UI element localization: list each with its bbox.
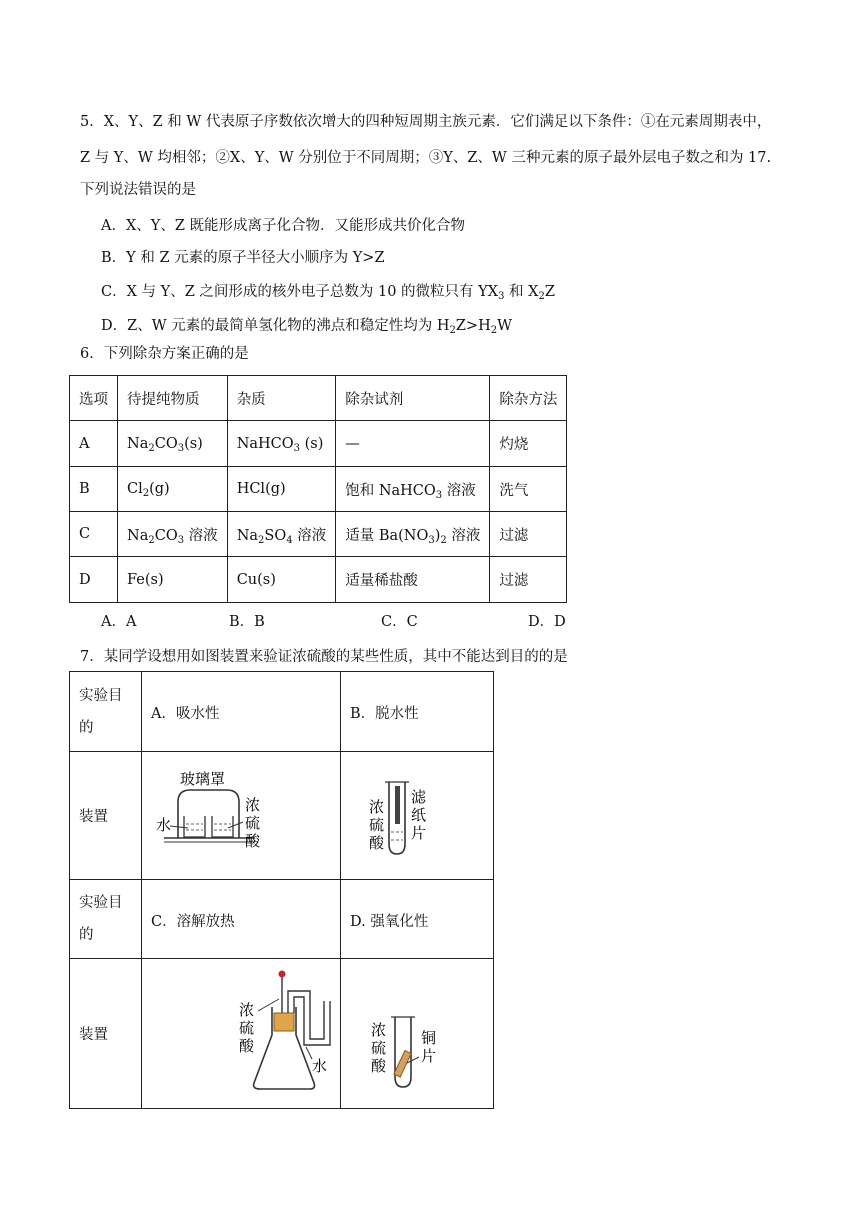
option-d-label: D. 强氧化性	[341, 880, 494, 959]
glass-cover-apparatus-figure	[142, 752, 340, 875]
svg-text:纸: 纸	[411, 806, 427, 824]
option-a-label: A．吸水性	[142, 672, 341, 752]
q5-option-c: C．X 与 Y、Z 之间形成的核外电子总数为 10 的微粒只有 $YX_3$ 和 $X_2Z$	[101, 284, 555, 302]
table-row	[70, 421, 567, 467]
figure-label-acid: 浓	[239, 1001, 255, 1019]
q6-answer-a: A．A	[101, 614, 137, 630]
header-cell: 除杂试剂	[336, 376, 490, 421]
figure-d-cell	[341, 959, 494, 1109]
q6-answer-b: B．B	[229, 614, 265, 630]
table-row	[70, 467, 567, 512]
figure-a-cell	[142, 752, 341, 880]
table-cell: Fe(s)	[118, 557, 228, 603]
table-row	[70, 672, 494, 752]
test-tube-filter-paper-figure	[341, 752, 493, 875]
table-cell: 洗气	[490, 467, 567, 512]
table-cell: NaHCO$_3$ (s)	[227, 421, 336, 467]
table-cell: 饱和 NaHCO$_3$ 溶液	[336, 467, 490, 512]
q7-table	[69, 671, 494, 1109]
header-cell: 选项	[70, 376, 118, 421]
svg-text:片: 片	[411, 824, 427, 842]
svg-text:酸: 酸	[371, 1057, 387, 1075]
table-cell: —	[336, 421, 490, 467]
table-cell: 灼烧	[490, 421, 567, 467]
svg-text:片: 片	[421, 1047, 437, 1065]
q5-line-2: Z 与 Y、W 均相邻；②X、Y、W 分别位于不同周期；③Y、Z、W 三种元素的原子最外层电子数之和为 17.	[80, 150, 772, 166]
table-cell: 适量稀盐酸	[336, 557, 490, 603]
table-cell: 适量 $Ba(NO_3)_2$ 溶液	[336, 512, 490, 557]
svg-text:硫: 硫	[245, 814, 261, 832]
figure-label-acid: 浓	[369, 798, 385, 816]
q5-option-d: D．Z、W 元素的最简单氢化物的沸点和稳定性均为 $H_2Z>H_2W$	[101, 318, 512, 336]
figure-label-copper: 铜	[421, 1029, 437, 1047]
figure-label-water: 水	[156, 816, 172, 834]
q5-option-b: B．Y 和 Z 元素的原子半径大小顺序为 Y>Z	[101, 250, 385, 266]
option-b-label: B．脱水性	[341, 672, 494, 752]
q5-line-1: 5．X、Y、Z 和 W 代表原子序数依次增大的四种短周期主族元素．它们满足以下条件：①在元素周期表中，	[80, 114, 772, 130]
table-cell: $Na_2CO_3$ 溶液	[118, 512, 228, 557]
header-cell: 除杂方法	[490, 376, 567, 421]
test-tube-copper-figure	[341, 959, 493, 1104]
table-row	[70, 752, 494, 880]
q6-table	[69, 375, 567, 603]
table-row	[70, 959, 494, 1109]
svg-text:硫: 硫	[371, 1039, 387, 1057]
table-cell: $Na_2CO_3(s)$	[118, 421, 228, 467]
figure-label-acid: 浓	[245, 796, 261, 814]
header-cell: 杂质	[227, 376, 336, 421]
purpose-label: 实验目 的	[70, 672, 142, 752]
q5-option-a: A．X、Y、Z 既能形成离子化合物．又能形成共价化合物	[101, 218, 466, 234]
table-cell: C	[70, 512, 118, 557]
table-cell: 过滤	[490, 557, 567, 603]
table-row	[70, 557, 567, 603]
table-cell: B	[70, 467, 118, 512]
figure-c-cell	[142, 959, 341, 1109]
table-cell: $Cl_2(g)$	[118, 467, 228, 512]
table-row	[70, 880, 494, 959]
q6-answer-c: C．C	[381, 614, 418, 630]
q6-answer-d: D．D	[528, 614, 566, 630]
svg-text:酸: 酸	[245, 832, 261, 850]
figure-label-water: 水	[312, 1057, 328, 1075]
table-cell: A	[70, 421, 118, 467]
table-cell: D	[70, 557, 118, 603]
purpose-label: 实验目 的	[70, 880, 142, 959]
q6-stem: 6．下列除杂方案正确的是	[80, 346, 249, 362]
flask-u-tube-figure	[142, 959, 340, 1104]
figure-b-cell	[341, 752, 494, 880]
header-cell: 待提纯物质	[118, 376, 228, 421]
table-cell: 过滤	[490, 512, 567, 557]
table-cell: HCl(g)	[227, 467, 336, 512]
figure-label-filter-paper: 滤	[411, 788, 427, 806]
figure-label-cover: 玻璃罩	[180, 770, 226, 788]
table-cell: $Na_2SO_4$ 溶液	[227, 512, 336, 557]
q7-stem: 7．某同学设想用如图装置来验证浓硫酸的某些性质，其中不能达到目的的是	[80, 649, 568, 665]
svg-text:硫: 硫	[239, 1019, 255, 1037]
figure-label-acid: 浓	[371, 1021, 387, 1039]
svg-text:酸: 酸	[369, 834, 385, 852]
table-header-row	[70, 376, 567, 421]
q5-line-3: 下列说法错误的是	[80, 182, 196, 198]
svg-text:酸: 酸	[239, 1037, 255, 1055]
device-label: 装置	[70, 752, 142, 880]
device-label: 装置	[70, 959, 142, 1109]
table-cell: Cu(s)	[227, 557, 336, 603]
table-row	[70, 512, 567, 557]
option-c-label: C．溶解放热	[142, 880, 341, 959]
svg-text:硫: 硫	[369, 816, 385, 834]
